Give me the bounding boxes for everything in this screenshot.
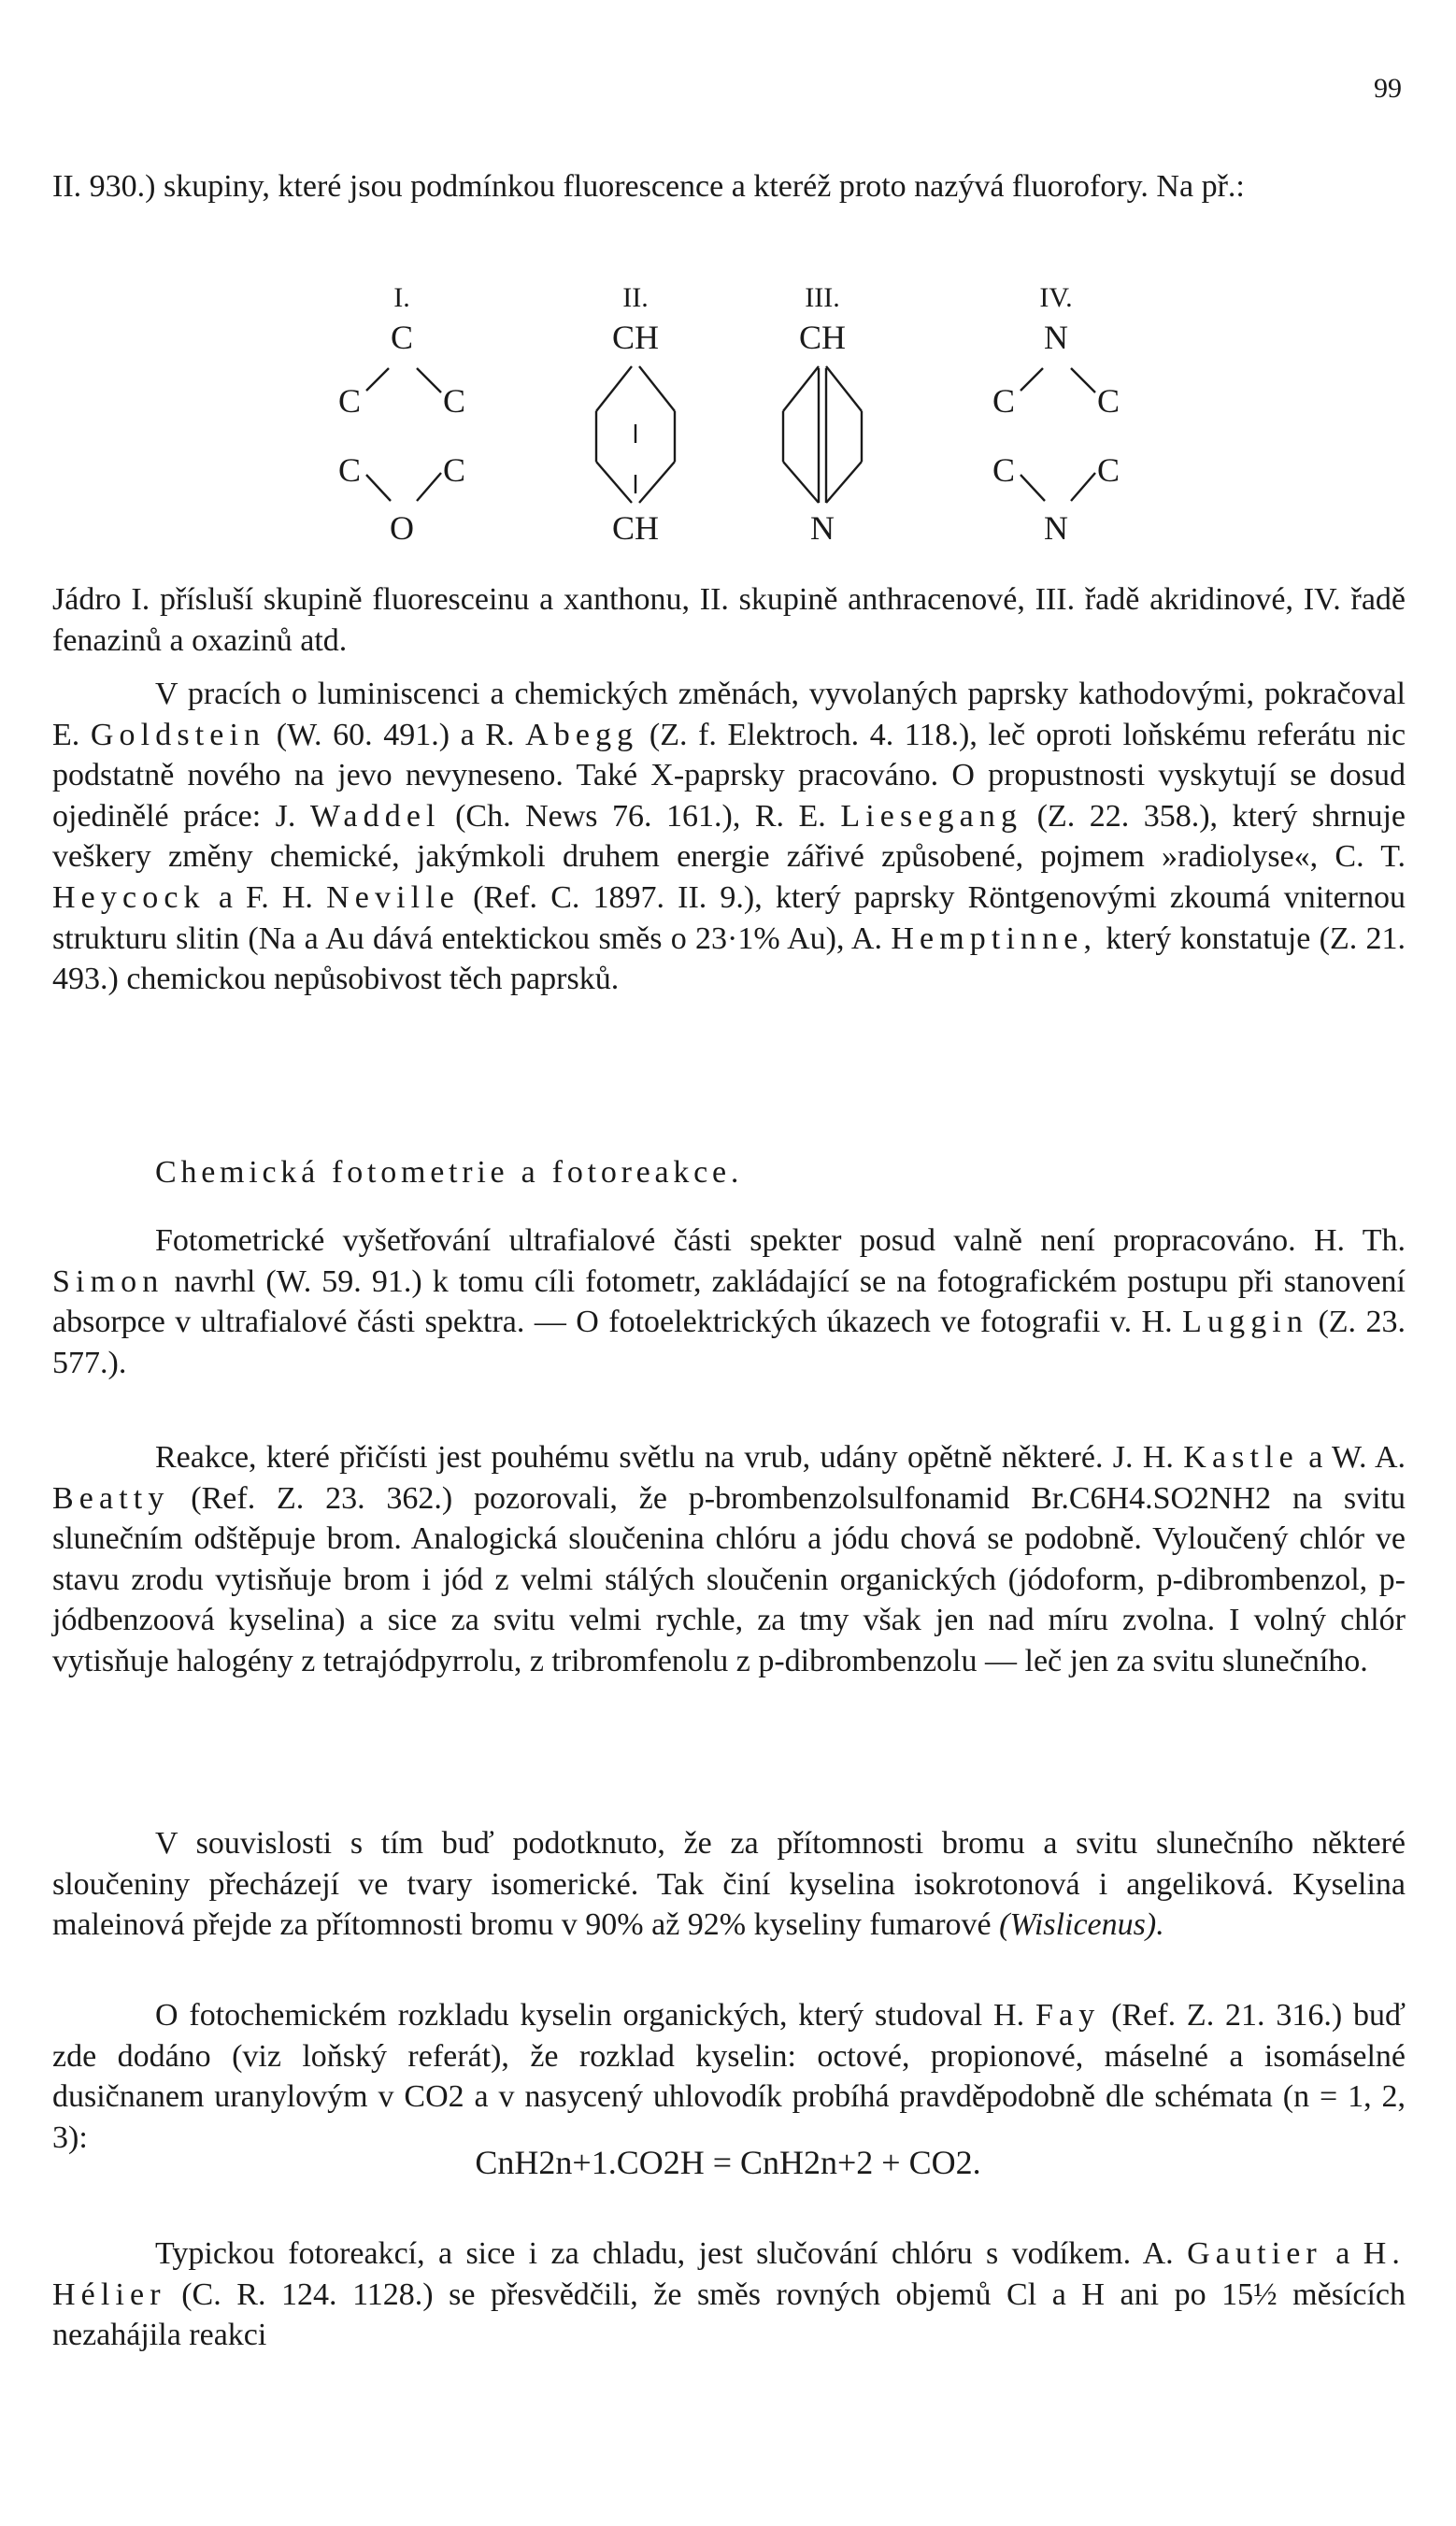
atom-upper-left: C xyxy=(337,382,361,420)
paragraph-nuclei: Jádro I. přísluší skupině fluoresceinu a xanthonu, II. skupině anthracenové, III. řadě akridinové, IV. řadě fenazinů a oxazinů atd. xyxy=(52,582,1406,658)
reaction-formula: CnH2n+1.CO2H = CnH2n+2 + CO2. xyxy=(475,2144,981,2181)
structure-label: II. xyxy=(622,282,649,313)
atom-upper-right: C xyxy=(442,382,465,420)
atom-lower-right: C xyxy=(1096,451,1120,489)
atom-top: C xyxy=(390,319,413,356)
structure-label: IV. xyxy=(1039,282,1073,313)
author-name: Heycock xyxy=(52,879,206,915)
ring-bonds xyxy=(542,278,729,549)
author-name: Waddel xyxy=(309,798,441,834)
page-number: 99 xyxy=(1374,73,1402,104)
structure-2 xyxy=(542,278,729,549)
atom-upper-right: C xyxy=(1096,382,1120,420)
author-name: Neville xyxy=(326,879,460,915)
atom-bottom: N xyxy=(1044,509,1068,547)
atom-top: N xyxy=(1044,319,1068,356)
intro-paragraph: II. 930.) skupiny, které jsou podmínkou fluorescence a kteréž proto nazývá fluorofory. Na př.: xyxy=(52,169,1245,204)
author-name: Goldstein xyxy=(90,717,266,752)
paragraph-luminescence: V pracích o luminiscenci a chemických změnách, vyvolaných paprsky kathodovými, pokračoval E. Goldstein (W. 60. 491.) a R. Abegg (Z. f. Elektroch. 4. 118.), leč oproti loňskému referátu nic podstatně nového na jevo nevyneseno. Také X-paprsky pracováno. O propustnosti vyskytují se dosud ojedinělé práce: J. Waddel (Ch. News 76. 161.), R. E. Liesegang (Z. 22. 358.), který shrnuje veškery změny chemické, jakýmkoli druhem energie zářivé způsobené, pojmem »radiolyse«, C. T. Heycock a F. H. Neville (Ref. C. 1897. II. 9.), který paprsky Röntgenovými zkoumá vniternou strukturu slitin (Na a Au dává entektickou směs o 23·1% Au), A. Hemptinne, který konstatuje (Z. 21. 493.) chemickou nepůsobivost těch paprsků. xyxy=(52,677,1406,997)
author-name: Beatty xyxy=(52,1480,170,1516)
atom-lower-left: C xyxy=(992,451,1015,489)
author-name: Abegg xyxy=(525,717,639,752)
paragraph-isomerism: V souvislosti s tím buď podotknuto, že za přítomnosti bromu a svitu slunečního některé sloučeniny přecházejí ve tvary isomerické. Tak činí kyselina isokrotonová i angeliková. Kyselina maleinová přejde za přítomnosti bromu v 90% až 92% kyseliny fumarové (Wislicenus). xyxy=(52,1826,1406,1943)
structure-1 xyxy=(308,278,495,549)
author-name: Liesegang xyxy=(840,798,1023,834)
atom-top: CH xyxy=(611,319,659,356)
atom-upper-left: C xyxy=(992,382,1015,420)
author-name: Gautier xyxy=(1187,2236,1322,2271)
atom-bottom: N xyxy=(810,509,835,547)
ring-bonds xyxy=(729,278,916,549)
paragraph-decomposition: O fotochemickém rozkladu kyselin organických, který studoval H. Fay (Ref. Z. 21. 316.) buď zde dodáno (viz loňský referát), že rozklad kyselin: octové, propionové, máselné a isomáselné dusičnanem uranylovým v CO2 a v nasycený uhlovodík probíhá pravděpodobně dle schémata (n = 1, 2, 3): xyxy=(52,1998,1406,2155)
atom-bottom: CH xyxy=(611,509,659,547)
structure-label: I. xyxy=(393,282,410,313)
author-name: Kastle xyxy=(1183,1440,1299,1475)
structure-4 xyxy=(963,278,1149,549)
author-name: Fay xyxy=(1035,1998,1101,2033)
atom-lower-left: C xyxy=(337,451,361,489)
atom-top: CH xyxy=(798,319,846,356)
author-name: Luggin xyxy=(1182,1305,1308,1340)
ring-bonds xyxy=(308,278,495,549)
structure-3 xyxy=(729,278,916,549)
paragraph-photoreaction: Typickou fotoreakcí, a sice i za chladu, jest slučování chlóru s vodíkem. A. Gautier a H. Hélier (C. R. 124. 1128.) se přesvědčili, že směs rovných objemů Cl a H ani po 15½ měsících nezahájila reakci xyxy=(52,2236,1406,2353)
structure-label: III. xyxy=(805,282,840,313)
section-title: Chemická fotometrie a fotoreakce. xyxy=(155,1155,744,1190)
paragraph-photometry: Fotometrické vyšetřování ultrafialové části spekter posud valně není propracováno. H. Th. Simon navrhl (W. 59. 91.) k tomu cíli fotometr, zakládající se na fotografickém postupu při stanovení absorpce v ultrafialové části spektra. — O fotoelektrických úkazech ve fotografii v. H. Luggin (Z. 23. 577.). xyxy=(52,1223,1406,1380)
author-name: H. Hélier xyxy=(52,2236,1406,2312)
atom-lower-right: C xyxy=(442,451,465,489)
author-name: Simon xyxy=(52,1263,164,1299)
author-name: Hemptinne, xyxy=(891,920,1098,956)
paragraph-reactions: Reakce, které přičísti jest pouhému světlu na vrub, udány opětně některé. J. H. Kastle a W. A. Beatty (Ref. Z. 23. 362.) pozorovali, že p-brombenzolsulfonamid Br.C6H4.SO2NH2 na svitu slunečním odštěpuje brom. Analogická sloučenina chlóru a jódu chová se podobně. Vyloučený chlór ve stavu zrodu vytisňuje brom i jód z velmi stálých sloučenin organických (jódoform, p-dibrombenzol, p-jódbenzoová kyselina) a sice za svitu velmi rychle, za tmy však jen nad míru zvolna. I volný chlór vytisňuje halogény z tetrajódpyrrolu, z tribromfenolu z p-dibrombenzolu — leč jen za svitu slunečního. xyxy=(52,1440,1406,1678)
author-name: (Wislicenus). xyxy=(999,1907,1164,1943)
ring-bonds xyxy=(963,278,1149,549)
atom-bottom: O xyxy=(390,509,414,547)
